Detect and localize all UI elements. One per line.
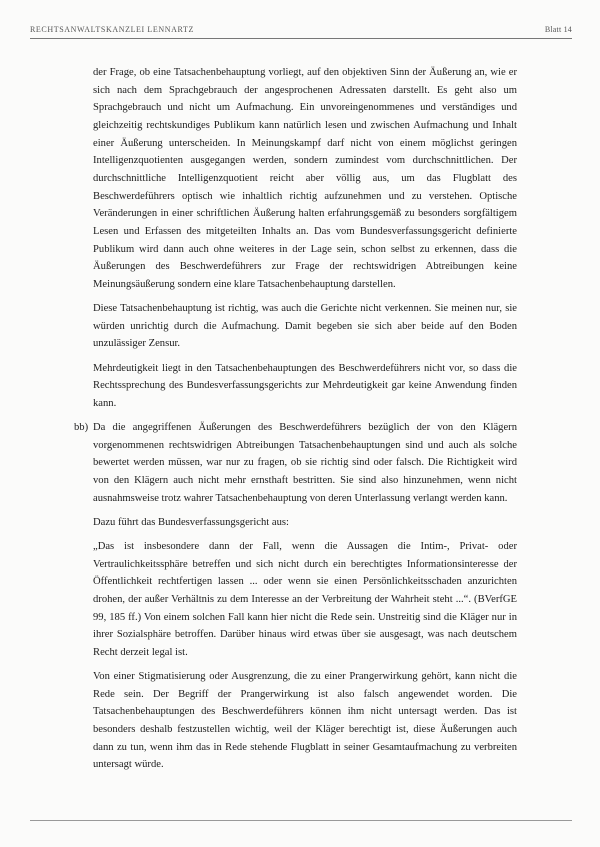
- paragraph: der Frage, ob eine Tatsachenbehauptung vorliegt, auf den objektiven Sinn der Äußerung an, wie er sich nach dem Sprachgebrauch der angesprochenen Adressaten darstellt. Es geht also um Sprachgebrauch und nicht um Aufmachung. Ein unvoreingenommenes und verständiges und gleichzeitig rechtskundiges Publikum kann natürlich lesen und zwischen Aufmachung und Inhalt einer Äußerung unterscheiden. In Meinungskampf darf nicht von einem möglichst geringen Intelligenzquotienten ausgegangen werden, sondern zumindest vom durchschnittlichen. Der durchschnittliche Intelligenzquotient reicht aber völlig aus, um das Flugblatt des Beschwerdeführers optisch wie inhaltlich richtig aufzunehmen und zu verstehen. Optische Veränderungen in einer schriftlichen Äußerung halten erfahrungsgemäß zu besonders sorgfältigem Lesen und Erfassen des mitgeteilten Inhalts an. Das vom Bundesverfassungsgericht definierte Publikum wird dann auch ohne weiteres in der Lage sein, schon selbst zu erkennen, dass die Äußerungen des Beschwerdeführers zur Frage der rechtswidrigen Abtreibungen keine Meinungsäußerung sondern eine klare Tatsachenbehauptung darstellen.: [93, 67, 517, 290]
- list-marker: bb): [74, 421, 89, 433]
- paragraph: Mehrdeutigkeit liegt in den Tatsachenbehauptungen des Beschwerdeführers nicht vor, so dass die Rechtssprechung des Bundesverfassungsgerichts zur Mehrdeutigkeit gar keine Anwendung finden kann.: [93, 362, 517, 409]
- quotation-paragraph: „Das ist insbesondere dann der Fall, wenn die Aussagen die Intim-, Privat- oder Vertraulichkeitssphäre betreffen und sich nicht durch ein berechtigtes Informationsinteresse der Öffentlichkeit rechtfertigen lassen ... oder wenn sie einen Persönlichkeitsschaden anzurichten drohen, der außer Verhältnis zu dem Interesse an der Verbreitung der Wahrheit steht ...“. (BVerfGE 99, 185 ff.) Von einem solchen Fall kann hier nicht die Rede sein. Unstreitig sind die Kläger nur in ihrer Sozialsphäre betroffen. Darüber hinaus wird etwas über sie ausgesagt, was nach deutschem Recht derzeit legal ist.: [93, 540, 517, 658]
- firm-name: RECHTSANWALTSKANZLEI LENNARTZ: [30, 25, 194, 34]
- list-item-bb: [74, 419, 517, 774]
- paragraph: Diese Tatsachenbehauptung ist richtig, was auch die Gerichte nicht verkennen. Sie meinen nur, sie würden unrichtig durch die Aufmachung. Damit begeben sie sich aber beide auf den Boden unzulässiger Zensur.: [93, 303, 517, 350]
- page-header: [30, 22, 572, 39]
- paragraph: Von einer Stigmatisierung oder Ausgrenzung, die zu einer Prangerwirkung gehört, kann nicht die Rede sein. Der Begriff der Prangerwirkung ist also falsch angewendet worden. Die Tatsachenbehauptungen des Beschwerdeführers können ihm nicht untersagt werden. Das ist besonders deshalb festzustellen wichtig, weil der Kläger berechtigt ist, diese Äußerungen auch dann zu tun, wenn ihm das in Rede stehende Flugblatt in seiner Gesamtaufmachung zu verbreiten untersagt würde.: [93, 671, 517, 771]
- document-body: [74, 64, 517, 780]
- page-number: Blatt 14: [544, 25, 572, 34]
- paragraph: Da die angegriffenen Äußerungen des Beschwerdeführers bezüglich der von den Klägern vorgenommenen rechtswidrigen Abtreibungen Tatsachenbehauptungen sind und auch als solche bewertet werden müssen, war nur zu fragen, ob sie richtig sind oder falsch. Die Richtigkeit wird von den Klägern auch nicht mehr ernsthaft bestritten. Sie sind also hinzunehmen, wenn nicht ausnahmsweise trotz wahrer Tatsachenbehauptung von deren Unterlassung verlangt werden kann.: [93, 421, 517, 504]
- footer-divider: [30, 820, 572, 821]
- paragraph: Dazu führt das Bundesverfassungsgericht aus:: [93, 516, 289, 528]
